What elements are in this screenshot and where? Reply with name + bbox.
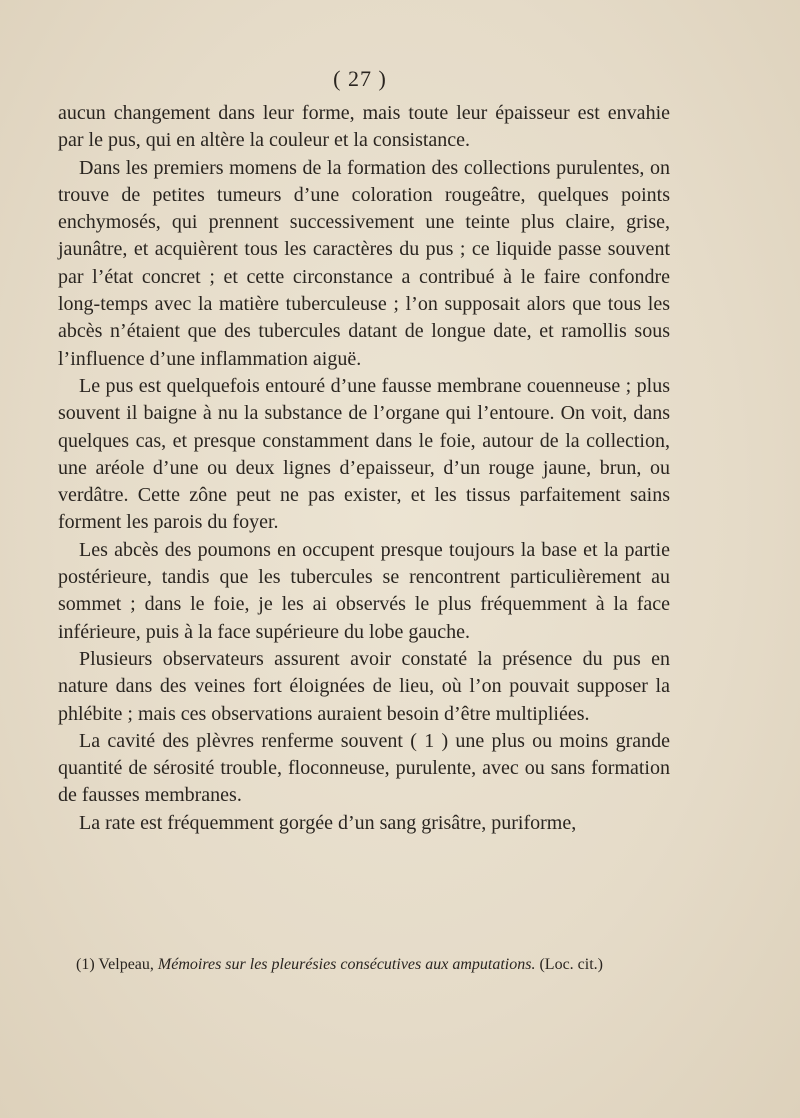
paragraph-4: Les abcès des poumons en occupent presque toujours la base et la partie postérieure, tandis que les tubercules se rencontrent particulièrement au sommet ; dans le foie, je les ai observés le plus fréquemment à la face inférieure, puis à la face supérieure du lobe gauche. [58,538,670,643]
body-text [58,100,670,837]
footnote-ref: (Loc. cit.) [539,956,603,973]
paragraph-2: Dans les premiers momens de la formation des collections purulentes, on trouve de petites tumeurs d’une coloration rougeâtre, quelques points enchymosés, qui prennent successivement une teinte plus claire, grise, jaunâtre, et acquièrent tous les caractères du pus ; ce liquide passe souvent par l’état concret ; et cette circonstance a contribué à le faire confondre long-temps avec la matière tuberculeuse ; l’on supposait alors que tous les abcès n’étaient que des tubercules datant de longue date, et ramollis sous l’influence d’une inflammation aiguë. [58,156,670,370]
page-number: ( 27 ) [333,66,387,91]
paragraph-1: aucun changement dans leur forme, mais toute leur épaisseur est envahie par le pus, qui en altère la couleur et la consistance. [58,102,670,152]
footnote [58,955,670,975]
footnote-marker: (1) [76,956,95,973]
paragraph-5: Plusieurs observateurs assurent avoir constaté la présence du pus en nature dans des veines fort éloignées de lieu, où l’on pouvait supposer la phlébite ; mais ces observations auraient besoin d’être multipliées. [58,647,670,725]
paragraph-7: La rate est fréquemment gorgée d’un sang grisâtre, puriforme, [79,811,577,834]
footnote-title: Mémoires sur les pleurésies consécutives aux amputations. [157,956,536,973]
footnote-author: Velpeau, [98,956,154,973]
paragraph-3: Le pus est quelquefois entouré d’une fausse membrane couenneuse ; plus souvent il baigne à nu la substance de l’organe qui l’entoure. On voit, dans quelques cas, et presque constamment dans le foie, autour de la collection, une aréole d’une ou deux lignes d’epaisseur, d’un rouge jaune, brun, ou verdâtre. Cette zône peut ne pas exister, et les tissus parfaitement sains forment les parois du foyer. [58,374,670,534]
paragraph-6: La cavité des plèvres renferme souvent ( 1 ) une plus ou moins grande quantité de sérosité trouble, floconneuse, purulente, avec ou sans formation de fausses membranes. [58,729,670,807]
